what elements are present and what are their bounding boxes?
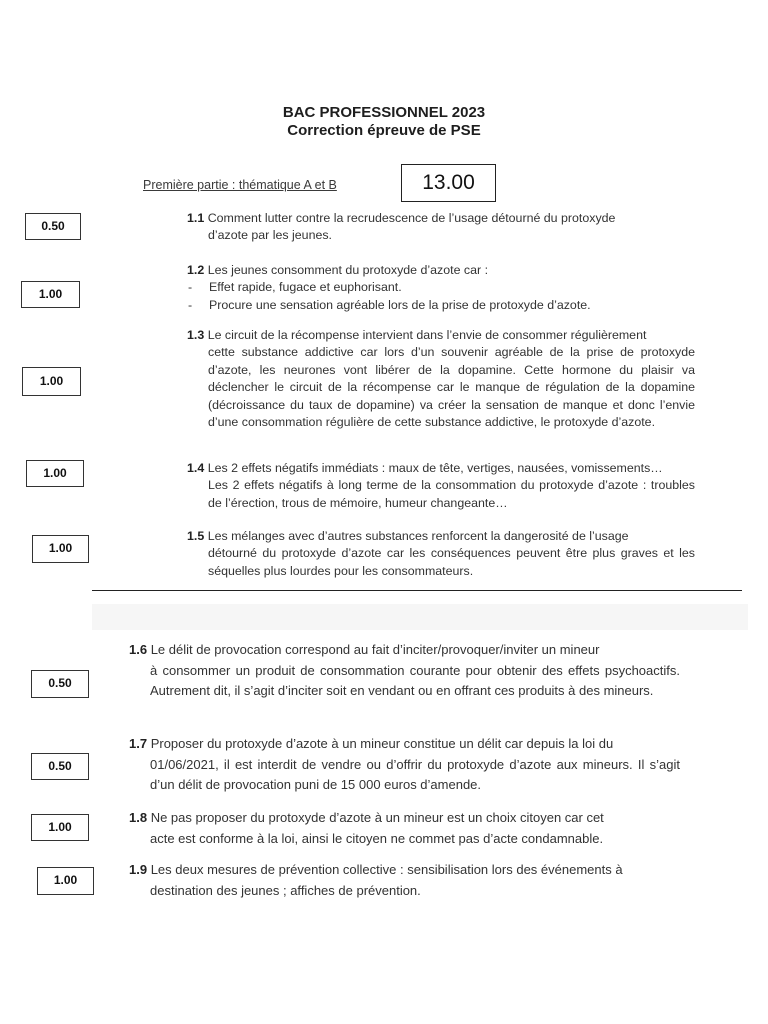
question-number: 1.3 xyxy=(187,328,205,342)
answer-first-line: Les jeunes consomment du protoxyde d’azote car : xyxy=(207,263,489,277)
score-box-1-8: 1.00 xyxy=(31,814,89,841)
answer-text: à consommer un produit de consommation courante pour obtenir des effets psychoactifs. Autrement dit, il s’agit d’inciter soit en vendant ou en offrant ces produits à des mineurs. xyxy=(150,662,680,698)
score-box-1-4: 1.00 xyxy=(26,460,84,487)
question-1-5 xyxy=(187,528,695,580)
answer-first-line: Proposer du protoxyde d’azote à un mineur constitue un délit car depuis la loi du xyxy=(150,736,614,751)
score-box-1-1: 0.50 xyxy=(25,213,81,240)
answer-text: détourné du protoxyde d’azote car les conséquences peuvent être plus graves et les séquelles plus lourdes pour les consommateurs. xyxy=(208,546,695,578)
answer-first-line: Le délit de provocation correspond au fait d’inciter/provoquer/inviter un mineur xyxy=(150,642,600,657)
score-box-1-6: 0.50 xyxy=(31,670,89,698)
answer-first-line: Le circuit de la récompense intervient dans l’envie de consommer régulièrement xyxy=(207,328,647,342)
question-1-9 xyxy=(129,860,680,901)
answer-text: acte est conforme à la loi, ainsi le citoyen ne commet pas d’acte condamnable. xyxy=(150,830,604,846)
answer-first-line: Ne pas proposer du protoxyde d’azote à un mineur est un choix citoyen car cet xyxy=(150,810,604,825)
answer-text: d’azote par les jeunes. xyxy=(208,228,332,243)
answer-first-line: Comment lutter contre la recrudescence de l’usage détourné du protoxyde xyxy=(207,211,616,225)
answer-list xyxy=(187,279,695,314)
answer-text: cette substance addictive car lors d’un souvenir agréable de la prise de protoxyde d’azote, les neurones vont libérer de la dopamine. Cette hormone du plaisir va déclencher le circuit de la récompense car le manque de régulation de la dopamine (décroissance du taux de dopamine) va créer la sensation de manque et donc l’envie d’une consommation régulière de cette substance addictive, le protoxyde d’azote. xyxy=(208,345,695,430)
page-break-shade xyxy=(92,604,748,630)
list-item: - Effet rapide, fugace et euphorisant. xyxy=(187,279,695,296)
question-1-2 xyxy=(187,262,695,314)
question-number: 1.6 xyxy=(129,642,148,657)
section-label: Première partie : thématique A et B xyxy=(143,178,337,192)
question-number: 1.8 xyxy=(129,810,148,825)
question-number: 1.1 xyxy=(187,211,205,225)
score-box-1-5: 1.00 xyxy=(32,535,89,563)
answer-first-line: Les 2 effets négatifs immédiats : maux de tête, vertiges, nausées, vomissements… xyxy=(207,461,663,475)
answer-text: Les 2 effets négatifs à long terme de la consommation du protoxyde d’azote : troubles de l’érection, trous de mémoire, humeur changeante… xyxy=(208,478,695,510)
answer-text: 01/06/2021, il est interdit de vendre ou d’offrir du protoxyde d’azote aux mineurs. Il s’agit d’un délit de provocation puni de 15 000 euros d’amende. xyxy=(150,756,680,792)
answer-first-line: Les mélanges avec d’autres substances renforcent la dangerosité de l’usage xyxy=(207,529,629,543)
question-number: 1.9 xyxy=(129,862,148,877)
doc-title: BAC PROFESSIONNEL 2023 xyxy=(282,104,486,121)
question-number: 1.2 xyxy=(187,263,205,277)
answer-text: destination des jeunes ; affiches de prévention. xyxy=(150,882,421,898)
score-box-1-7: 0.50 xyxy=(31,753,89,780)
answer-first-line: Les deux mesures de prévention collective : sensibilisation lors des événements à xyxy=(150,862,623,877)
total-score-box: 13.00 xyxy=(401,164,496,202)
question-1-7 xyxy=(129,734,680,796)
question-number: 1.7 xyxy=(129,736,148,751)
score-box-1-2: 1.00 xyxy=(21,281,80,308)
question-number: 1.5 xyxy=(187,529,205,543)
question-1-1 xyxy=(187,210,695,245)
list-item: - Procure une sensation agréable lors de la prise de protoxyde d’azote. xyxy=(187,297,695,314)
score-box-1-3: 1.00 xyxy=(22,367,81,396)
question-number: 1.4 xyxy=(187,461,205,475)
doc-subtitle: Correction épreuve de PSE xyxy=(287,122,481,139)
question-1-3 xyxy=(187,327,695,431)
section-divider xyxy=(92,590,742,591)
question-1-6 xyxy=(129,640,680,702)
score-box-1-9: 1.00 xyxy=(37,867,94,895)
question-1-8 xyxy=(129,808,680,849)
question-1-4 xyxy=(187,460,695,512)
